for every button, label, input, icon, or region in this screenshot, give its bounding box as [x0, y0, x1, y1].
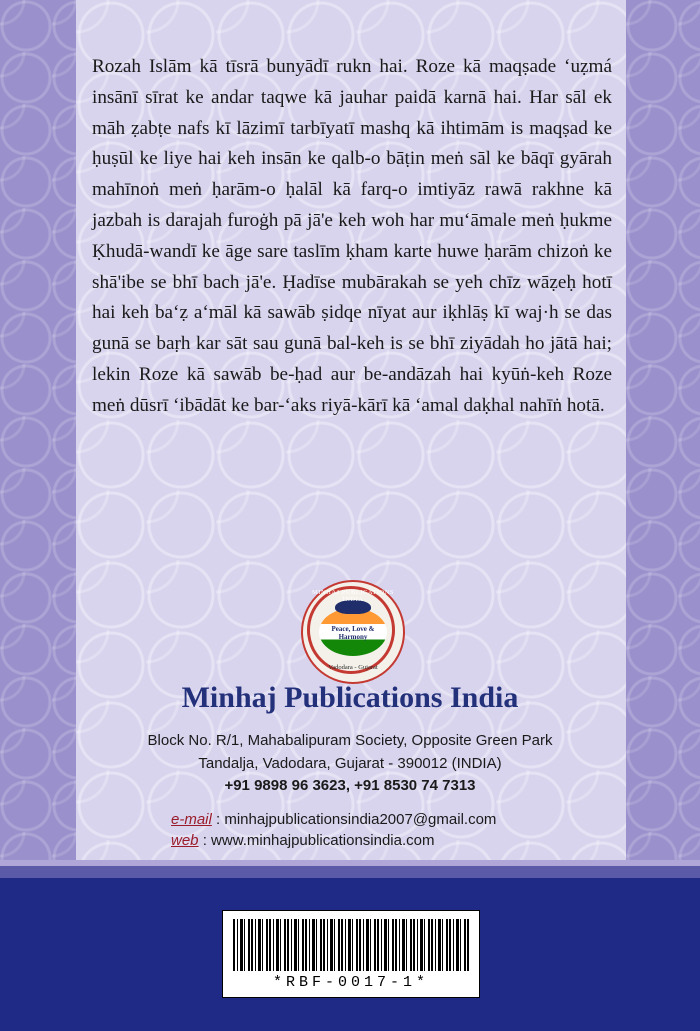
- email-label: e-mail: [171, 811, 212, 828]
- address-line-1: Block No. R/1, Mahabalipuram Society, Opposite Green Park: [147, 732, 553, 749]
- email-row: [171, 811, 496, 828]
- logo-bottom-text: Vadodara - Gujarat: [328, 664, 378, 671]
- email-colon: :: [211, 811, 225, 828]
- barcode: [222, 910, 480, 998]
- logo-top-text: MINHAJ PUBLICATIONS INDIA: [312, 589, 394, 603]
- blurb-paragraph: Rozah Islām kā tīsrā bunyādī rukn hai. Roze kā maqṣade ʻuẓmá insānī sīrat ke andar taqwe kā jauhar paidā karnā hai. Har sāl ek māh ẓabṭe nafs kī lāzimī tarbīyatī mashq kā ihtimām is maqṣad ke ḥuṣūl ke liye hai keh insān ke qalb-o bāṭin meṅ sāl ke bāqī gyārah mahīnoṅ meṅ ḥarām-o ḥalāl kā farq-o imtiyāz rawā rakhne kā jazbah is darajah furoġh pā jā'e keh woh har muʻāmale meṅ ḥukme Ḳhudā-wandī ke āge sare taslīm ḳham karte huwe ḥarām chizoṅ ke shā'ibe se bhī bach jā'e. Ḥadīse mubārakah se yeh chīz wāẓeḥ hotī hai keh baʻẓ aʻmāl kā sawāb ṣidqe nīyat aur iḳhlāṣ kī waj·h se das gunā se baṛh kar sāt sau gunā bal-keh is se bhī ziyādah ho jātā hai; lekin Roze kā sawāb be-ḥad aur be-andāzah hai kyūṅ-keh Roze meṅ dūsrī ʻibādāt ke bar-ʻaks riyā-kārī kā ʻamal daḳhal nahīṅ hotā.: [92, 56, 612, 416]
- email-address[interactable]: minhajpublicationsindia2007@gmail.com: [224, 811, 497, 828]
- web-row: [171, 832, 435, 849]
- web-label: web: [171, 832, 199, 849]
- publisher-logo: [301, 580, 405, 684]
- publisher-name: Minhaj Publications India: [181, 681, 519, 714]
- barcode-bars: [233, 919, 469, 971]
- barcode-number: *RBF-0017-1*: [272, 974, 430, 991]
- web-colon: :: [198, 832, 212, 849]
- phone-numbers: +91 9898 96 3623, +91 8530 74 7313: [224, 777, 476, 794]
- address-line-2: Tandalja, Vadodara, Gujarat - 390012 (INDIA): [198, 755, 502, 772]
- logo-motto: Peace, Love & Harmony: [331, 625, 375, 641]
- web-address[interactable]: www.minhajpublicationsindia.com: [211, 832, 435, 849]
- divider-stripe-dark: [0, 866, 700, 878]
